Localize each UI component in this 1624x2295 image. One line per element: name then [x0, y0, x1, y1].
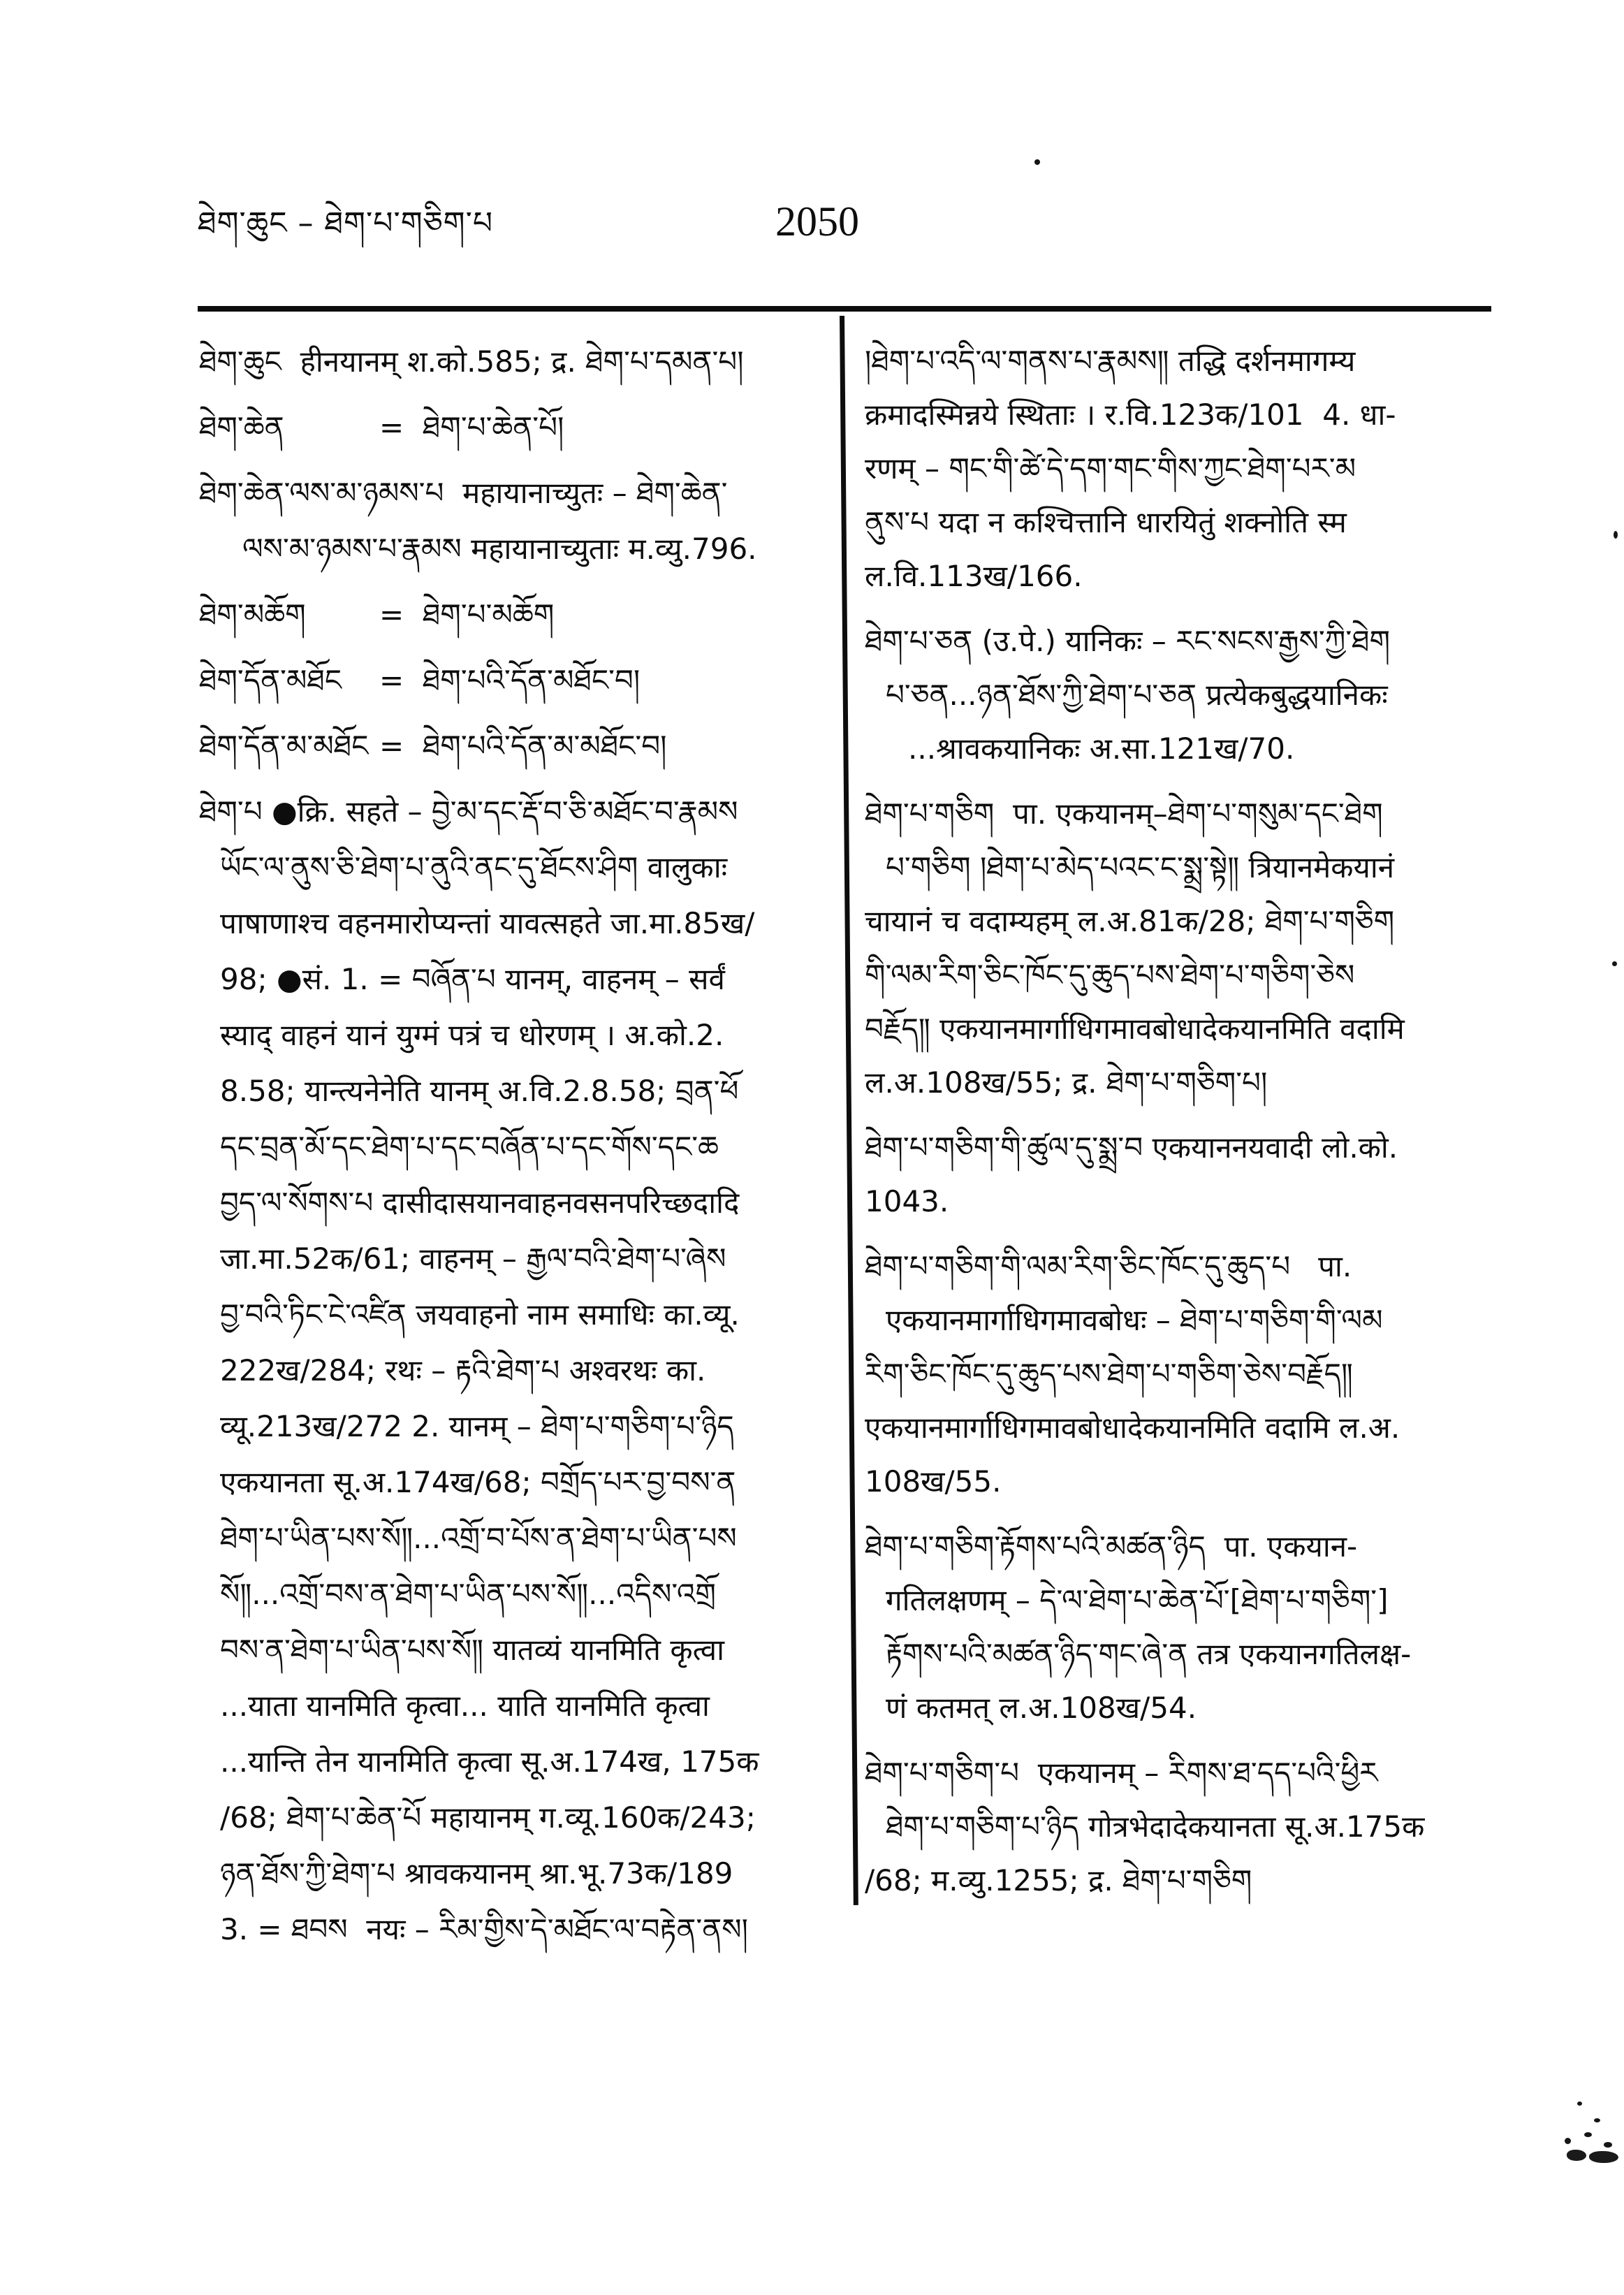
headword: ཐེག་དོན་མཐོང: [199, 663, 342, 697]
entry-line: པ་ཅན...ཉན་ཐོས་ཀྱི་ཐེག་པ་ཅན प्रत्येकबुद्धयानिकः: [886, 678, 1388, 712]
entry-line: ནུས་པ यदा न कश्चित्तानि धारयितुं शक्नोति स्म: [865, 505, 1347, 539]
entry-line: པ་གཅིག །ཐེག་པ་མེད་པའང་ང་སྨྲ་སྟེ༎ त्रियानमेकयानं: [886, 850, 1395, 884]
scan-speck: [1565, 2138, 1571, 2144]
entry-line: བརྗོད༎ एकयानमार्गाधिगमावबोधादेकयानमिति वदामि: [865, 1012, 1405, 1046]
dictionary-entry: [199, 334, 814, 390]
dictionary-entry: [865, 1520, 1493, 1735]
entry-line: /68; म.व्यु.1255; द्र. ཐེག་པ་གཅིག: [865, 1863, 1252, 1897]
dictionary-entry: [199, 653, 814, 708]
headword: ཐེག་མཆོག: [199, 597, 306, 632]
equivalent-text: = ཐེག་པའི་དོན་མ་མཐོང་བ།: [379, 729, 667, 763]
entry-line: སོ༎...འགྲོ་བས་ན་ཐེག་པ་ཡིན་པས་སོ༎...འདིས་འགྲོ: [220, 1577, 716, 1611]
entry-line: /68; ཐེག་པ་ཆེན་པོ महायानम् ग.व्यू.160क/243;: [220, 1800, 756, 1835]
entry-line: 8.58; यान्त्यनेनेति यानम् अ.वि.2.8.58; བྲན་ཕོ: [220, 1074, 739, 1108]
equivalent-text: = ཐེག་པའི་དོན་མཐོང་བ།: [379, 663, 641, 697]
page-number: 2050: [775, 198, 859, 245]
entry-line: བས་ན་ཐེག་པ་ཡིན་པས་སོ༎ यातव्यं यानमिति कृत्वा: [220, 1633, 724, 1667]
entry-line: གི་ལམ་རིག་ཅིང་ཁོང་དུ་ཆུད་པས་ཐེག་པ་གཅིག་ཅེས: [865, 958, 1355, 992]
scan-smudge: [1567, 2150, 1586, 2161]
dictionary-entry: [865, 1239, 1493, 1508]
scan-speck: [1612, 961, 1617, 966]
dictionary-entry: [865, 1121, 1493, 1228]
entry-line: རིག་ཅིང་ཁོང་དུ་ཆུད་པས་ཐེག་པ་གཅིག་ཅེས་བརྗོད༎: [865, 1357, 1353, 1391]
entry-line: 222ख/284; रथः – རྟའི་ཐེག་པ अश्वरथः का.: [220, 1353, 706, 1387]
scan-speck: [1577, 2101, 1582, 2106]
entry-line: 3. = ཐབས नयः – རིམ་གྱིས་དེ་མཐོང་ལ་བརྟེན་ནས།: [220, 1912, 748, 1946]
entry-line: गतिलक्षणम् – དེ་ལ་ཐེག་པ་ཆེན་པོ་[ཐེག་པ་གཅིག་]: [886, 1583, 1389, 1617]
dictionary-entry: [865, 787, 1493, 1109]
entry-line: णं कतमत् ल.अ.108ख/54.: [886, 1691, 1197, 1725]
running-head: ཐེག་ཆུང – ཐེག་པ་གཅིག་པ: [198, 205, 494, 241]
headword: ཐེག་དོན་མ་མཐོང: [199, 729, 369, 763]
dictionary-entry: [865, 334, 1493, 603]
entry-line: ...याता यानमिति कृत्वा... याति यानमिति कृत्वा: [220, 1689, 710, 1723]
scan-speck: [1584, 2132, 1592, 2137]
entry-line: एकयानता सू.अ.174ख/68; བགྲོད་པར་བྱ་བས་ན: [220, 1465, 736, 1499]
entry-line: ལས་མ་ཉམས་པ་རྣམས महायानाच्युताः म.व्यु.796.: [242, 532, 757, 566]
left-column: [199, 334, 814, 2011]
dictionary-entry: [199, 465, 814, 577]
dictionary-entry: [199, 587, 814, 643]
entry-line: रणम् – གང་གི་ཚེ་དེ་དག་གང་གིས་ཀྱང་ཐེག་པར་མ: [865, 451, 1356, 486]
entry-line: व्यू.213ख/272 2. यानम् – ཐེག་པ་གཅིག་པ་ཉིད: [220, 1409, 734, 1443]
entry-line: ཐེག་པ་གཅིག་པ་ཉིད गोत्रभेदादेकयानता सू.अ.175क: [886, 1809, 1425, 1844]
entry-line: ཉན་ཐོས་ཀྱི་ཐེག་པ श्रावकयानम् श्रा.भू.73क/189: [220, 1856, 733, 1890]
entry-line: 108ख/55.: [865, 1464, 1002, 1499]
entry-line: ཐེག་པ་ཡིན་པས་སོ༎...འགྲོ་བ་པོས་ན་ཐེག་པ་ཡིན་པས: [220, 1521, 737, 1555]
header-rule: [198, 306, 1491, 312]
entry-line: བྱ་བའི་ཏིང་ངེ་འཛིན जयवाहनो नाम समाधिः का.व्यू.: [220, 1297, 740, 1332]
entry-line: ཐེག་པ ●क्रि. सहते – བྱེ་མ་དང་རྡོ་བ་ཅི་མཐོང་བ་རྣམས: [199, 794, 738, 829]
entry-line: स्याद् वाहनं यानं युग्मं पत्रं च धोरणम् । अ.को.2.: [220, 1018, 724, 1052]
dictionary-entry: [199, 400, 814, 456]
entry-line: ...श्रावकयानिकः अ.सा.121ख/70.: [908, 731, 1295, 766]
entry-line: [199, 587, 814, 643]
dictionary-entry: [199, 784, 814, 1958]
entry-line: ल.वि.113ख/166.: [865, 559, 1083, 593]
entry-line: ...यान्ति तेन यानमिति कृत्वा सू.अ.174ख, 175क: [220, 1744, 759, 1779]
scan-speck: [1604, 2142, 1612, 2148]
entry-line: ཐེག་པ་གཅིག་པ एकयानम् – རིགས་ཐ་དད་པའི་ཕྱིར: [865, 1756, 1378, 1790]
dictionary-entry: [199, 718, 814, 774]
entry-line: ཐེག་པ་གཅིག་གི་ཚུལ་དུ་སྨྲ་བ एकयाननयवादी लो.को.: [865, 1130, 1398, 1165]
scan-speck: [1034, 159, 1040, 165]
entry-line: དང་བྲན་མོ་དང་ཐེག་པ་དང་བཞོན་པ་དང་གོས་དང་ཆ: [220, 1130, 719, 1164]
entry-line: བྱད་ལ་སོགས་པ दासीदासयानवाहनवसनपरिच्छदादि: [220, 1186, 740, 1220]
entry-line: ཐེག་ཆེན་ལས་མ་ཉམས་པ महायानाच्युतः – ཐེག་ཆེན་: [199, 476, 728, 510]
entry-line: [199, 400, 814, 456]
equivalent-text: = ཐེག་པ་མཆོག: [379, 597, 555, 632]
scan-speck: [1594, 2118, 1600, 2122]
dictionary-entry: [865, 614, 1493, 775]
entry-line: क्रमादस्मिन्नये स्थिताः । र.वि.123क/101 4. धा-: [865, 398, 1396, 432]
column-divider-rule: [840, 316, 858, 1905]
entry-line: ल.अ.108ख/55; द्र. ཐེག་པ་གཅིག་པ།: [865, 1065, 1268, 1100]
right-column: [865, 334, 1493, 1962]
entry-line: जा.मा.52क/61; वाहनम् – རྒྱལ་བའི་ཐེག་པ་ཞེས: [220, 1241, 726, 1276]
entry-line: एकयानमार्गाधिगमावबोधादेकयानमिति वदामि ल.अ.: [865, 1411, 1400, 1445]
entry-line: [199, 718, 814, 774]
entry-line: 98; ●सं. 1. = བཞོན་པ यानम्, वाहनम् – सर्वं: [220, 962, 725, 996]
entry-line: एकयानमार्गाधिगमावबोधः – ཐེག་པ་གཅིག་གི་ལམ: [886, 1303, 1383, 1337]
entry-line: ཐེག་པ་གཅིག पा. एकयानम्–ཐེག་པ་གསུམ་དང་ཐེག: [865, 796, 1383, 831]
headword: ཐེག་ཆེན: [199, 410, 284, 444]
entry-line: 1043.: [865, 1184, 949, 1218]
entry-line: །ཐེག་པ་འདི་ལ་གནས་པ་རྣམས༎ तद्धि दर्शनमागम्य: [865, 344, 1356, 378]
dictionary-entry: [865, 1746, 1493, 1907]
scan-smudge: [1589, 2151, 1618, 2163]
scan-speck: [1614, 531, 1618, 539]
entry-line: ཡོང་ལ་ནུས་ཅི་ཐེག་པ་ནུའི་ནང་དུ་ཐོངས་ཤིག वालुकाः: [220, 850, 728, 884]
entry-line: ཐེག་པ་གཅིག་གི་ལམ་རིག་ཅིང་ཁོང་དུ་ཆུད་པ पा.: [865, 1249, 1352, 1283]
entry-line: [199, 653, 814, 708]
entry-line: ཐེག་པ་ཅན (उ.पे.) यानिकः – རང་སངས་རྒྱས་ཀྱི་ཐེག: [865, 624, 1391, 658]
entry-line: རྟོགས་པའི་མཚན་ཉིད་གང་ཞེ་ན तत्र एकयानगतिलक्ष-: [886, 1637, 1412, 1671]
entry-line: पाषाणाश्च वहनमारोप्यन्तां यावत्सहते जा.मा.85ख/: [220, 906, 755, 940]
entry-line: ཐེག་ཆུང हीनयानम् श.को.585; द्र. ཐེག་པ་དམན་པ།: [199, 344, 744, 379]
entry-line: चायानं च वदाम्यहम् ल.अ.81क/28; ཐེག་པ་གཅིག: [865, 904, 1395, 938]
entry-line: ཐེག་པ་གཅིག་རྟོགས་པའི་མཚན་ཉིད पा. एकयान-: [865, 1529, 1358, 1564]
equivalent-text: = ཐེག་པ་ཆེན་པོ།: [379, 410, 564, 444]
